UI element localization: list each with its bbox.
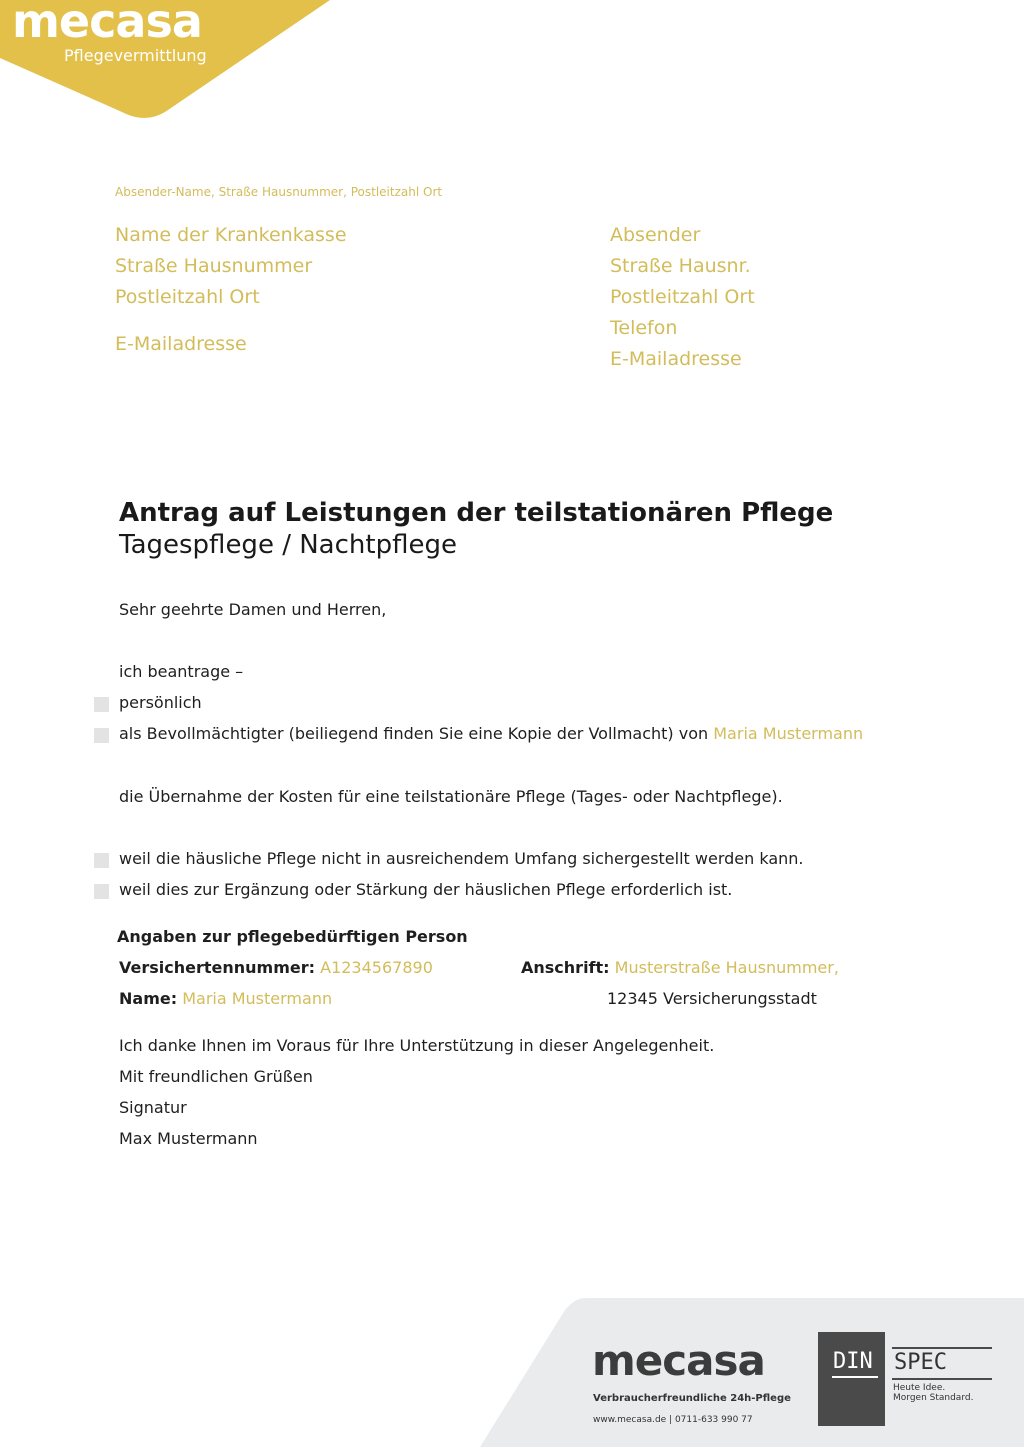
footer-contact[interactable]: www.mecasa.de | 0711-633 990 77: [593, 1415, 753, 1425]
checkbox-personal[interactable]: [94, 697, 109, 712]
closing-greeting: Mit freundlichen Grüßen: [119, 1067, 313, 1086]
option-proxy: [119, 724, 863, 743]
spec-tagline-2: Morgen Standard.: [893, 1393, 974, 1403]
recipient-email: E-Mailadresse: [115, 333, 247, 355]
request-intro: ich beantrage –: [119, 662, 244, 681]
address-line-1: Musterstraße Hausnummer,: [614, 958, 839, 977]
footer-brand-logo[interactable]: mecasa: [592, 1336, 765, 1385]
checkbox-proxy[interactable]: [94, 728, 109, 743]
address-row: [521, 958, 839, 977]
proxy-name: Maria Mustermann: [713, 724, 864, 743]
person-name-row: [119, 989, 332, 1008]
sender-reference-line: Absender-Name, Straße Hausnummer, Postleitzahl Ort: [115, 185, 443, 199]
option-proxy-label: als Bevollmächtigter (beiliegend finden Sie eine Kopie der Vollmacht) von: [119, 724, 709, 743]
insurance-number-value: A1234567890: [320, 958, 433, 977]
reason-2-label: weil dies zur Ergänzung oder Stärkung der häuslichen Pflege erforderlich ist.: [119, 880, 733, 899]
insurance-number-label: Versichertennummer:: [119, 958, 316, 977]
signature-placeholder: Signatur: [119, 1098, 187, 1117]
brand-logo[interactable]: mecasa: [12, 0, 202, 48]
salutation: Sehr geehrte Damen und Herren,: [119, 600, 387, 619]
checkbox-reason-1[interactable]: [94, 853, 109, 868]
cost-statement: die Übernahme der Kosten für eine teilstationäre Pflege (Tages- oder Nachtpflege).: [119, 787, 783, 806]
insurance-number-row: [119, 958, 433, 977]
recipient-street: Straße Hausnummer: [115, 255, 313, 277]
recipient-city: Postleitzahl Ort: [115, 286, 260, 308]
checkbox-reason-2[interactable]: [94, 884, 109, 899]
sender-street: Straße Hausnr.: [610, 255, 751, 277]
reason-1-label: weil die häusliche Pflege nicht in ausreichendem Umfang sichergestellt werden kann.: [119, 849, 804, 868]
sender-phone: Telefon: [610, 317, 678, 339]
document-subtitle: Tagespflege / Nachtpflege: [119, 530, 457, 560]
sender-name: Absender: [610, 224, 701, 246]
closing-thanks: Ich danke Ihnen im Voraus für Ihre Unterstützung in dieser Angelegenheit.: [119, 1036, 715, 1055]
spec-label: SPEC: [894, 1350, 947, 1375]
person-name-value: Maria Mustermann: [182, 989, 333, 1008]
address-label: Anschrift:: [521, 958, 610, 977]
din-label: DIN: [833, 1349, 873, 1374]
brand-subtitle: Pflegevermittlung: [64, 46, 207, 65]
spec-tagline-1: Heute Idee.: [893, 1383, 946, 1393]
person-heading: Angaben zur pflegebedürftigen Person: [117, 927, 468, 946]
sender-city: Postleitzahl Ort: [610, 286, 755, 308]
din-underline: [832, 1376, 878, 1380]
sender-email: E-Mailadresse: [610, 348, 742, 370]
footer-tagline: Verbraucherfreundliche 24h-Pflege: [593, 1393, 791, 1404]
address-line-2: 12345 Versicherungsstadt: [607, 989, 817, 1008]
person-name-label: Name:: [119, 989, 178, 1008]
recipient-name: Name der Krankenkasse: [115, 224, 347, 246]
option-personal-label: persönlich: [119, 693, 202, 712]
signer-name: Max Mustermann: [119, 1129, 258, 1148]
document-title: Antrag auf Leistungen der teilstationären Pflege: [119, 498, 834, 528]
